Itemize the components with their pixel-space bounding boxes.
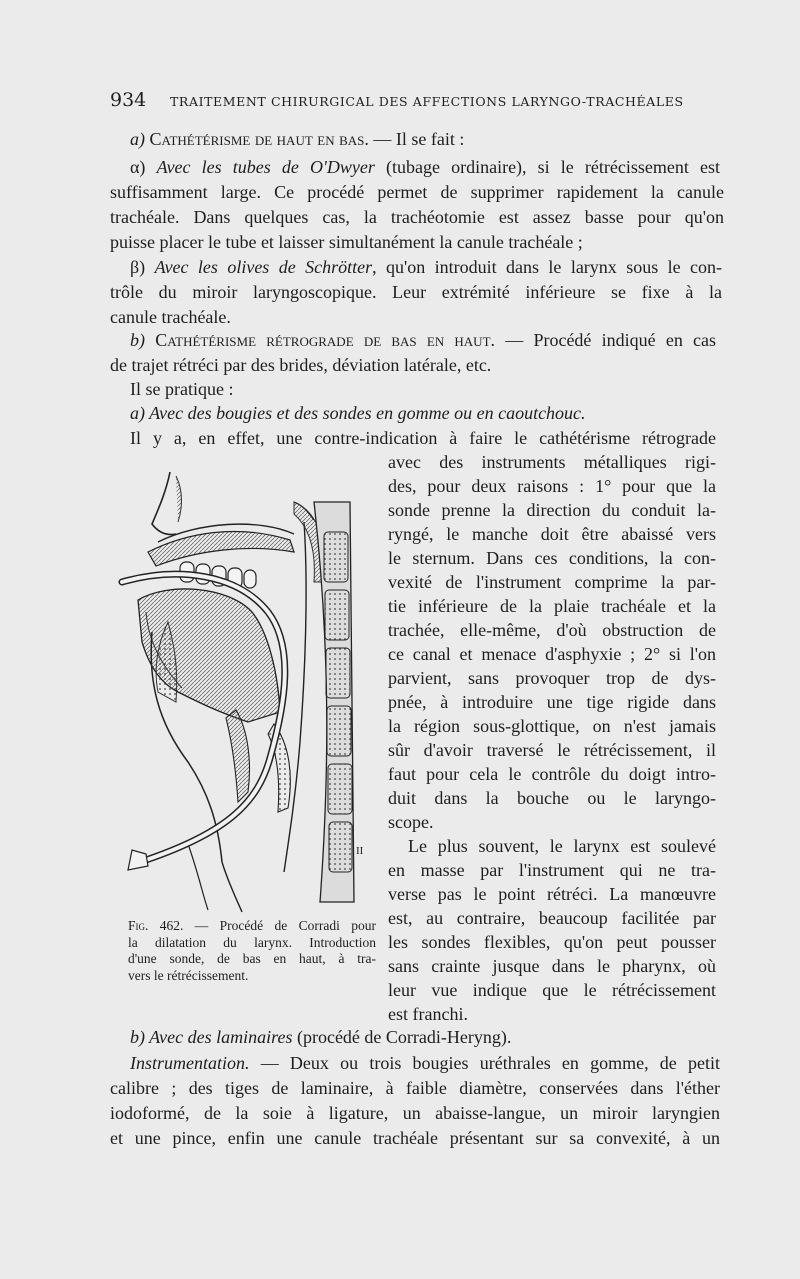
text-line: vexité de l'instrument comprime la par- [388, 572, 716, 592]
text-line: duit dans la bouche ou le laryngo- [388, 788, 716, 808]
running-title: TRAITEMENT CHIRURGICAL DES AFFECTIONS LARYNGO-TRACHÉALES [170, 94, 684, 109]
section-heading: Cathétérisme rétrograde de bas en haut. [155, 330, 496, 350]
text-line: est, au contraire, beaucoup facilitée par [388, 908, 716, 928]
text-line: avec des instruments métalliques rigi- [388, 452, 716, 472]
vertebra-label: II [356, 845, 364, 857]
text-line: parvient, sans provoquer trop de dys- [388, 668, 716, 688]
text-line: β) Avec les olives de Schrötter, qu'on introduit dans le larynx sous le con- [130, 257, 722, 277]
text-line: α) Avec les tubes de O'Dwyer (tubage ordinaire), si le rétrécissement est [130, 157, 720, 177]
text-line: iodoformé, de la soie à ligature, un abaisse-langue, un miroir laryngien [110, 1103, 720, 1123]
text-line: Le plus souvent, le larynx est soulevé [408, 836, 716, 856]
page-number: 934 [110, 89, 147, 111]
text-line: sonde prenne la direction du conduit la- [388, 500, 716, 520]
text-line: sans crainte jusque dans le pharynx, où [388, 956, 716, 976]
text-line: puisse placer le tube et laisser simultanément la canule trachéale ; [110, 232, 583, 252]
text-line: canule trachéale. [110, 307, 231, 327]
text-line: la région sous-glottique, on n'est jamais [388, 716, 716, 736]
text-line: calibre ; des tiges de laminaire, à faible diamètre, conservées dans l'éther [110, 1078, 720, 1098]
text-line: Il y a, en effet, une contre-indication à faire le cathétérisme rétrograde [130, 428, 716, 448]
text-line: Il se pratique : [130, 379, 234, 399]
figure-caption: Fig. 462. — Procédé de Corradi pour la dilatation du larynx. Introduction d'une sonde, de bas en haut, à tra- vers le rétrécissement. [128, 918, 376, 983]
text-line: pnée, à introduire une tige rigide dans [388, 692, 716, 712]
page-header [110, 89, 720, 112]
text-line: ce canal et menace d'asphyxie ; 2° si l'on [388, 644, 716, 664]
text-line: de trajet rétréci par des brides, déviation latérale, etc. [110, 355, 492, 375]
text-line: tie inférieure de la plaie trachéale et la [388, 596, 716, 616]
text-line: trachée, elle-même, d'où obstruction de [388, 620, 716, 640]
text-line: scope. [388, 812, 434, 832]
text-line: faut pour cela le contrôle du doigt intro- [388, 764, 716, 784]
text-line: et une pince, enfin une canule trachéale présentant sur sa convexité, à un [110, 1128, 720, 1148]
text-line: verse pas le point rétréci. La manœuvre [388, 884, 716, 904]
figure-corradi-procedure [118, 462, 380, 914]
text-line: b) Avec des laminaires (procédé de Corradi-Heryng). [130, 1027, 512, 1047]
text-line: les sondes flexibles, qu'on peut pousser [388, 932, 716, 952]
text-line: est franchi. [388, 1004, 468, 1024]
text-line: leur vue indique que le rétrécissement [388, 980, 716, 1000]
text-line: a) Cathétérisme de haut en bas. — Il se fait : [130, 129, 465, 149]
text-line: b) Cathétérisme rétrograde de bas en haut. — Procédé indiqué en cas [130, 330, 717, 350]
text-line: suffisamment large. Ce procédé permet de supprimer rapidement la canule [110, 182, 724, 202]
text-line: a) Avec des bougies et des sondes en gomme ou en caoutchouc. [130, 403, 586, 423]
text-line: des, pour deux raisons : 1° pour que la [388, 476, 716, 496]
text-line: Instrumentation. — Deux ou trois bougies uréthrales en gomme, de petit [130, 1053, 720, 1073]
text-line: le sternum. Dans ces conditions, la con- [388, 548, 716, 568]
text-line: sûr d'avoir traversé le rétrécissement, il [388, 740, 716, 760]
text-line: trachéale. Dans quelques cas, la trachéotomie est assez basse pour qu'on [110, 207, 724, 227]
text-line: en masse par l'instrument qui ne tra- [388, 860, 716, 880]
text-line: ryngé, le manche doit être abaissé vers [388, 524, 716, 544]
text-line: trôle du miroir laryngoscopique. Leur extrémité inférieure se fixe à la [110, 282, 722, 302]
section-heading: Cathétérisme de haut en bas. [149, 129, 369, 149]
caption-label: Fig. 462. [128, 918, 184, 933]
anatomy-illustration [118, 462, 380, 914]
